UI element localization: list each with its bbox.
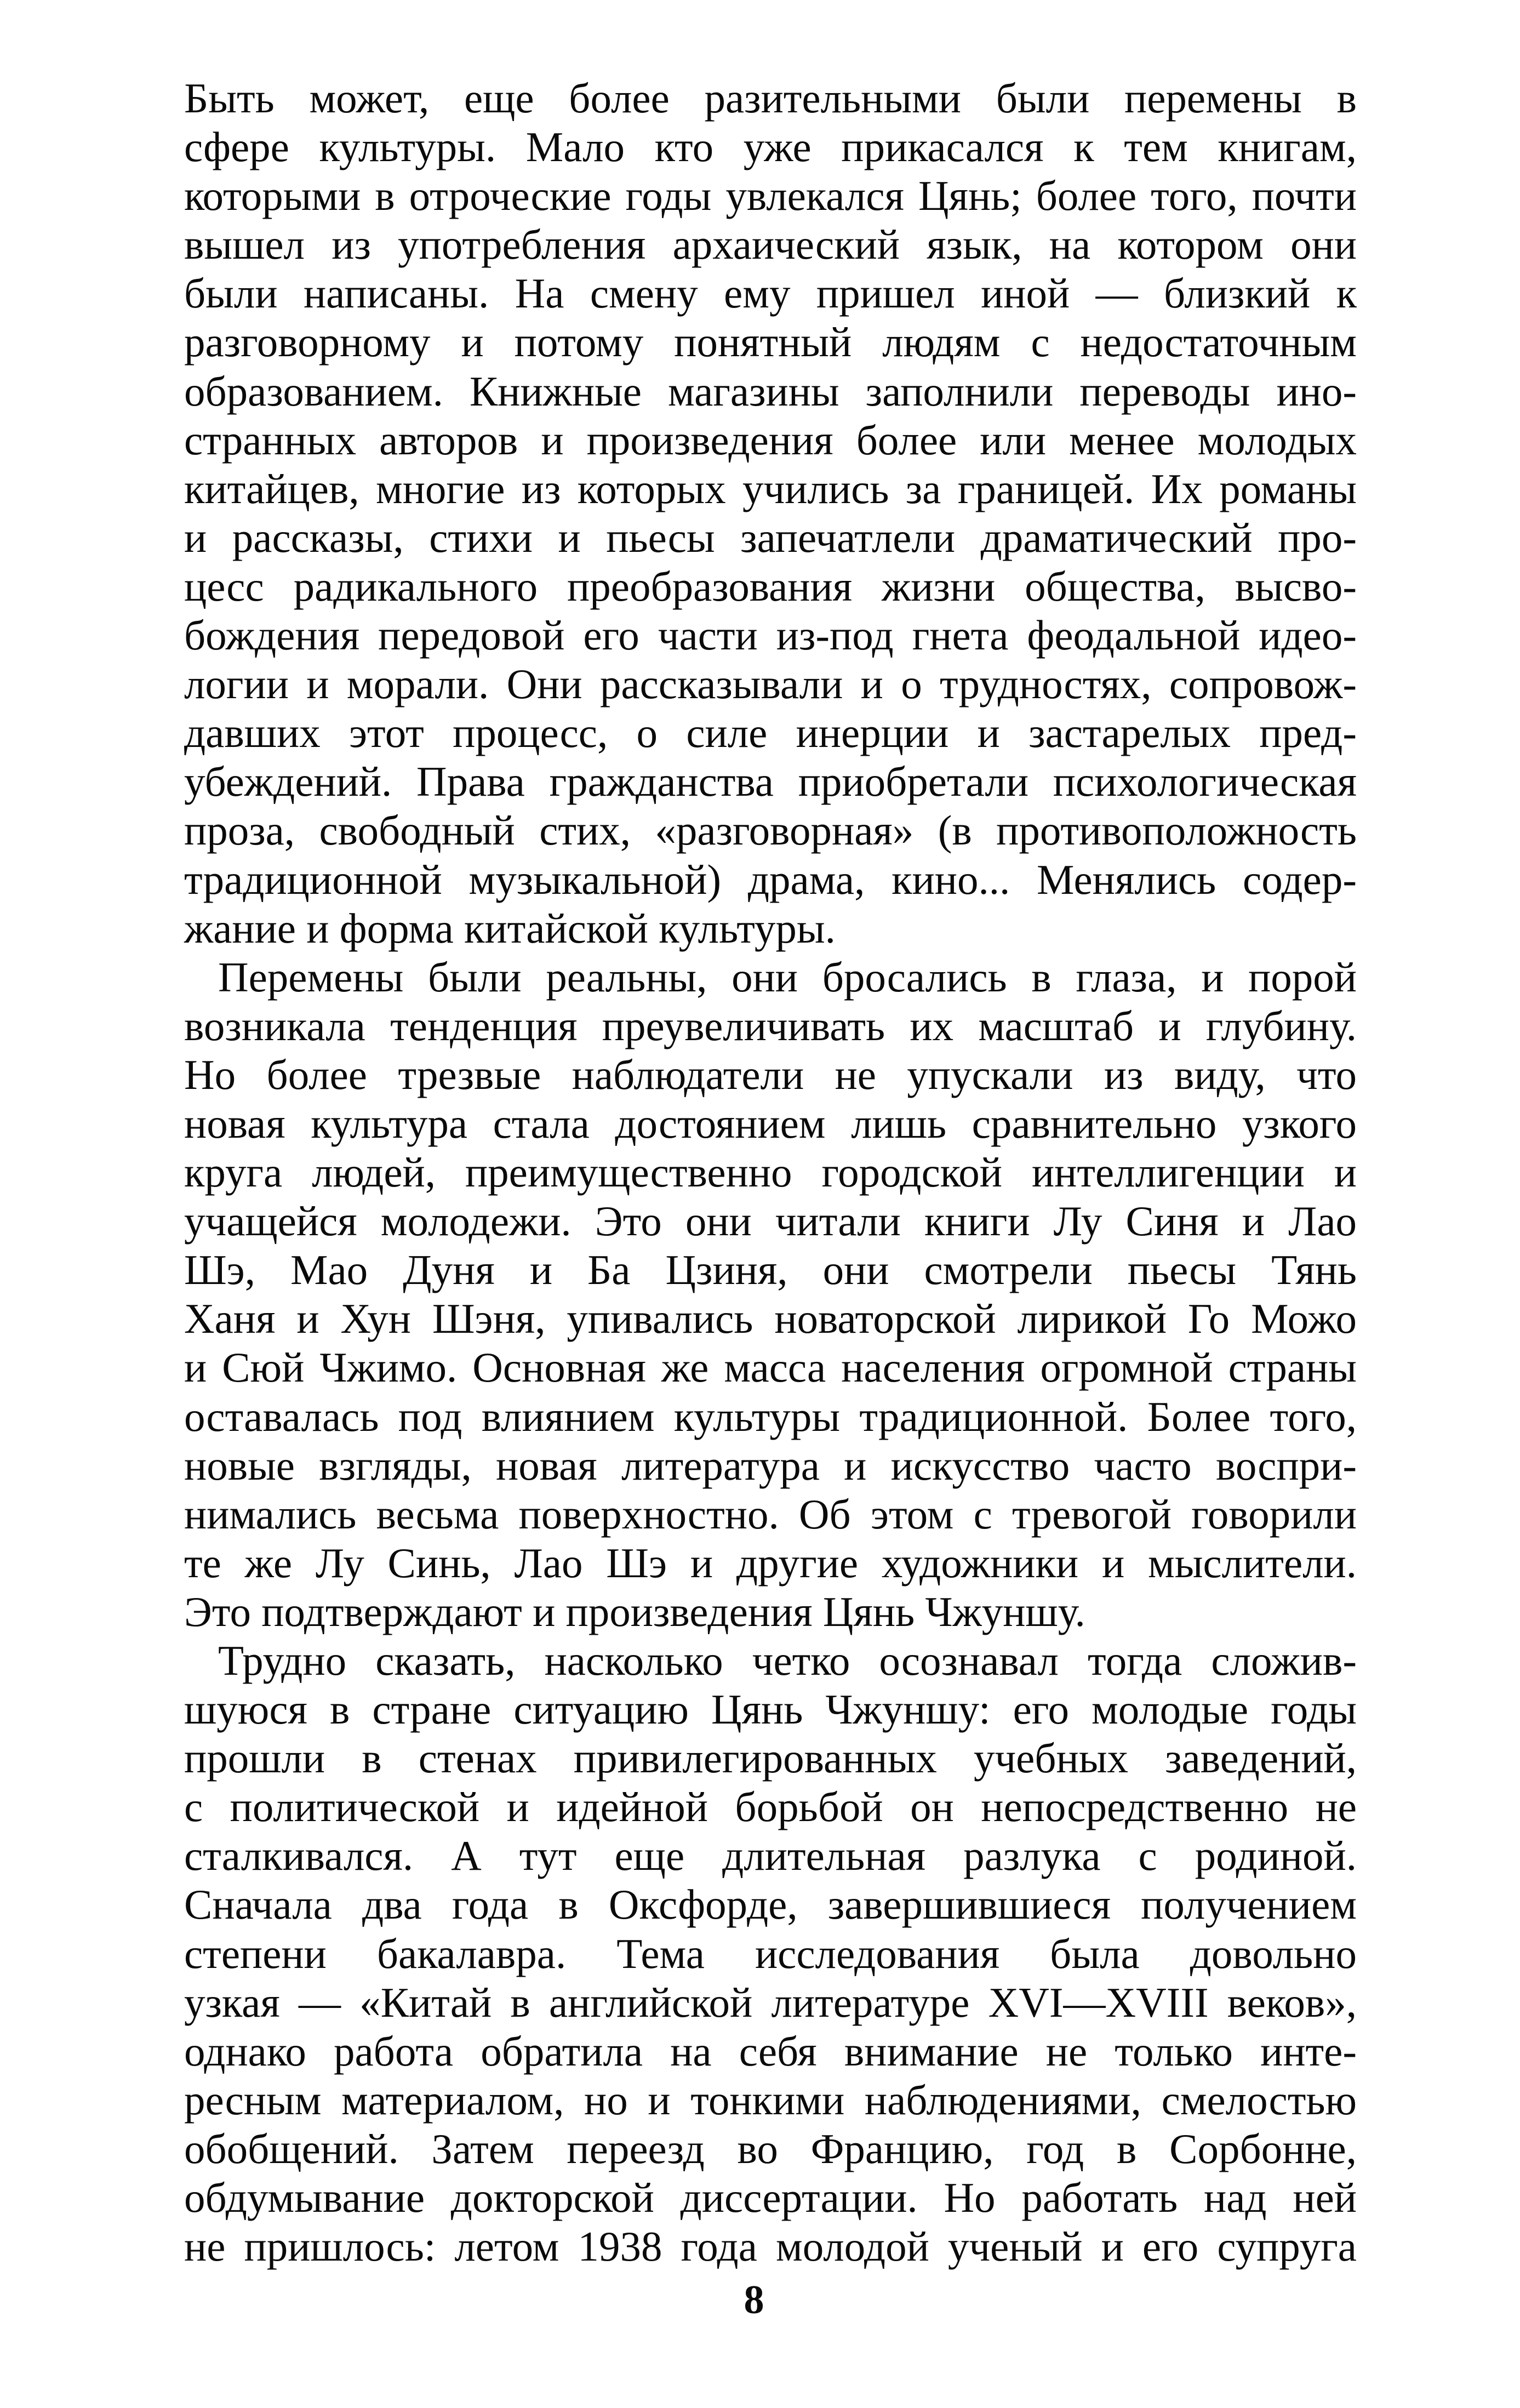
text-line: новая культура стала достоянием лишь сравнительно узкого <box>184 1099 1357 1147</box>
text-line: цесс радикального преобразования жизни общества, высво- <box>184 562 1357 610</box>
text-line: убеждений. Права гражданства приобретали психологическая <box>184 758 1357 806</box>
text-line: возникала тенденция преувеличивать их масштаб и глубину. <box>184 1002 1357 1049</box>
text-line: традиционной музыкальной) драма, кино... Менялись содер- <box>184 855 1357 903</box>
text-line: однако работа обратила на себя внимание не только инте- <box>184 2027 1357 2075</box>
text-line: узкая — «Китай в английской литературе XVI—XVIII веков», <box>184 1978 1357 2026</box>
text-line: Это подтверждают и произведения Цянь Чжуншу. <box>184 1588 1085 1635</box>
text-line: вышел из употребления архаический язык, на котором они <box>184 221 1357 269</box>
text-line: прошли в стенах привилегированных учебных заведений, <box>184 1734 1357 1782</box>
text-line: бождения передовой его части из-под гнета феодальной идео- <box>184 612 1357 659</box>
text-line: давших этот процесс, о силе инерции и застарелых пред- <box>184 709 1357 757</box>
text-line: разговорному и потому понятный людям с недостаточным <box>184 318 1357 366</box>
text-line: Но более трезвые наблюдатели не упускали из виду, что <box>184 1051 1357 1098</box>
text-line: Сначала два года в Оксфорде, завершившиеся получением <box>184 1881 1357 1928</box>
text-line: сфере культуры. Мало кто уже прикасался к тем книгам, <box>184 123 1357 171</box>
text-line: степени бакалавра. Тема исследования была довольно <box>184 1930 1357 1977</box>
text-line: странных авторов и произведения более или менее молодых <box>184 416 1357 464</box>
page-number: 8 <box>744 2278 764 2323</box>
text-line: Трудно сказать, насколько четко осознавал тогда сложив- <box>218 1637 1357 1684</box>
text-line: круга людей, преимущественно городской интеллигенции и <box>184 1149 1357 1196</box>
text-line: учащейся молодежи. Это они читали книги Лу Синя и Лао <box>184 1197 1357 1245</box>
text-line: Шэ, Мао Дуня и Ба Цзиня, они смотрели пьесы Тянь <box>184 1246 1357 1294</box>
text-line: Ханя и Хун Шэня, упивались новаторской лирикой Го Можо <box>184 1295 1357 1343</box>
text-line: образованием. Книжные магазины заполнили переводы ино- <box>184 367 1357 415</box>
text-line: нимались весьма поверхностно. Об этом с тревогой говорили <box>184 1490 1357 1538</box>
text-line: китайцев, многие из которых учились за границей. Их романы <box>184 465 1357 512</box>
text-line: были написаны. На смену ему пришел иной — близкий к <box>184 270 1357 317</box>
text-line: которыми в отроческие годы увлекался Цянь; более того, почти <box>184 172 1357 220</box>
text-line: сталкивался. А тут еще длительная разлука с родиной. <box>184 1832 1357 1880</box>
text-line: Быть может, еще более разительными были перемены в <box>184 75 1357 122</box>
text-line: не пришлось: летом 1938 года молодой ученый и его супруга <box>184 2223 1357 2270</box>
text-line: Перемены были реальны, они бросались в глаза, и порой <box>218 953 1357 1001</box>
text-line: обобщений. Затем переезд во Францию, год в Сорбонне, <box>184 2125 1357 2172</box>
text-line: ресным материалом, но и тонкими наблюдениями, смелостью <box>184 2076 1357 2124</box>
text-line: проза, свободный стих, «разговорная» (в противоположность <box>184 807 1357 854</box>
text-line: обдумывание докторской диссертации. Но работать над ней <box>184 2174 1357 2222</box>
text-line: те же Лу Синь, Лао Шэ и другие художники и мыслители. <box>184 1539 1357 1587</box>
text-line: и Сюй Чжимо. Основная же масса населения огромной страны <box>184 1344 1357 1391</box>
body-text <box>184 74 1357 2271</box>
text-line: новые взгляды, новая литература и искусство часто воспри- <box>184 1441 1357 1489</box>
text-line: с политической и идейной борьбой он непосредственно не <box>184 1783 1357 1831</box>
text-line: логии и морали. Они рассказывали и о трудностях, сопровож- <box>184 660 1357 708</box>
text-line: оставалась под влиянием культуры традиционной. Более того, <box>184 1393 1357 1440</box>
text-line: и рассказы, стихи и пьесы запечатлели драматический про- <box>184 513 1357 561</box>
text-line: жание и форма китайской культуры. <box>184 904 836 952</box>
text-line: шуюся в стране ситуацию Цянь Чжуншу: его молодые годы <box>184 1686 1357 1733</box>
